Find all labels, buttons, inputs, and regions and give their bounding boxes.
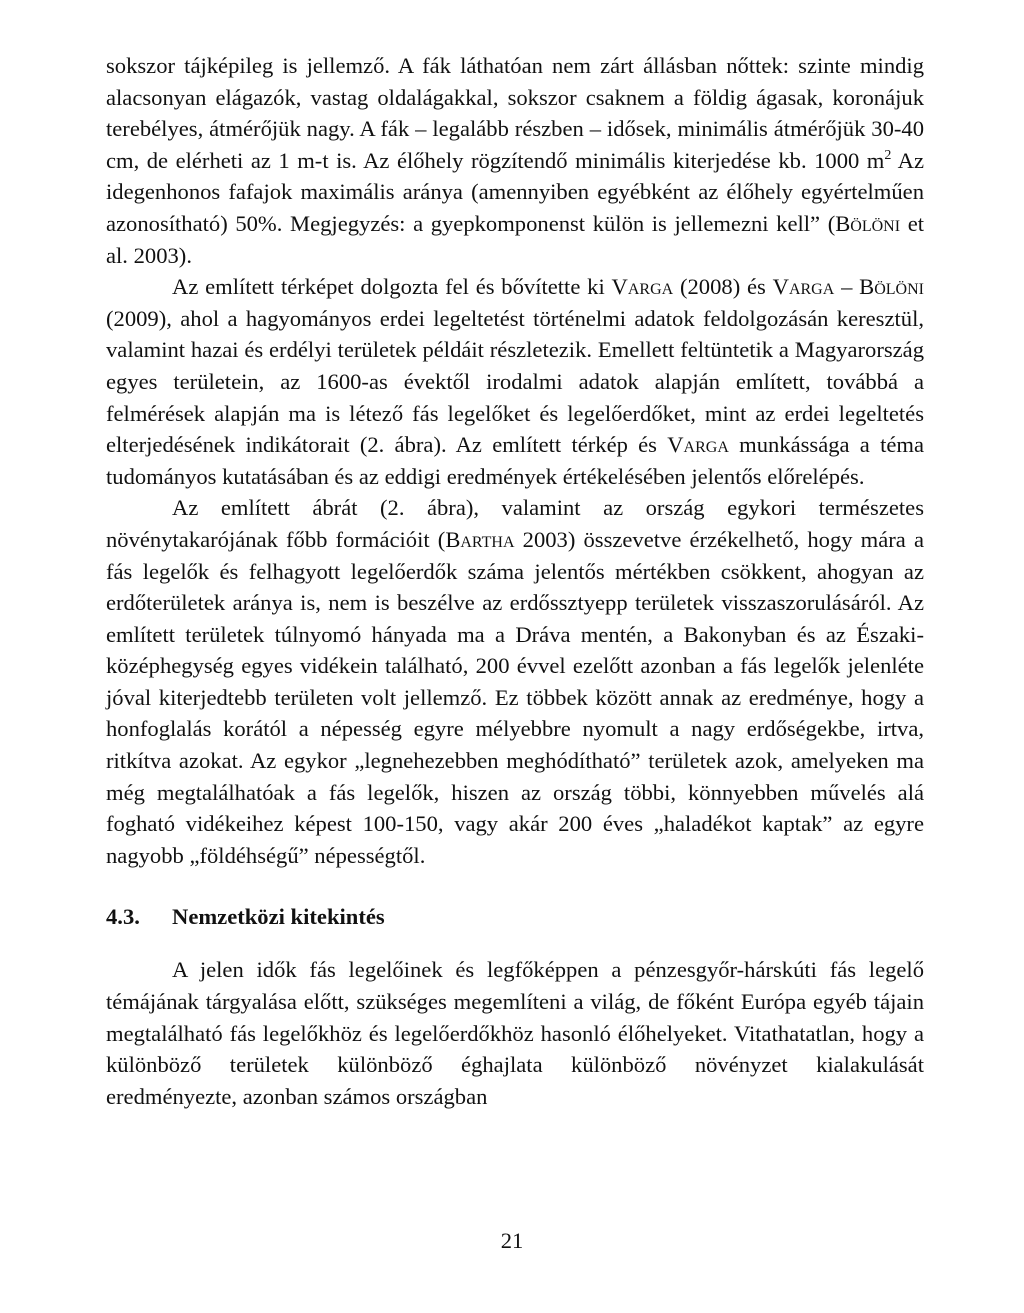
paragraph-3-part-1: Az említett ábrát (2. ábra), valamint az ország egykori természetes növénytakarójának főbb formációit ( xyxy=(106,495,924,552)
paragraph-3 xyxy=(106,492,924,871)
author-varga-boloni: Varga – Bölöni xyxy=(772,274,924,300)
paragraph-2 xyxy=(106,271,924,492)
section-number: 4.3. xyxy=(106,904,140,930)
paragraph-2-part-4: munkássága a téma tudományos kutatásában és az eddigi eredmények értékelésében jelentős előrelépés. xyxy=(106,432,924,489)
author-varga-2: Varga xyxy=(667,432,729,458)
author-varga-1: Varga xyxy=(611,274,674,300)
author-bartha: Bartha xyxy=(445,526,515,552)
paragraph-3-part-2: 2003) összevetve érzékelhető, hogy mára a fás legelők és felhagyott legelőerdők száma jelentős mértékben csökkent, ahogyan az erdőterületek aránya is, nem is beszélve az erdőssztyepp területek visszaszorulásáról. Az említett területek túlnyomó hányada ma a Dráva mentén, a Bakonyban és az Északi-középhegység egyes vidékein található, 200 évvel ezelőtt azonban a fás legelők jelenléte jóval kiterjedtebb területen volt jellemző. Ez többek között annak az eredménye, hogy a honfoglalás korától a népesség egyre mélyebbre nyomult a nagy erdőségekbe, irtva, ritkítva azokat. Az egykor „legnehezebben meghódítható” területek azok, amelyeken ma még megtalálhatóak a fás legelők, hiszen az ország többi, könnyebben művelés alá fogható vidékeihez képest 100-150, vagy akár 200 éves „haladékot kaptak” az egyre nagyobb „földéhségű” népességtől. xyxy=(106,526,924,868)
section-title: Nemzetközi kitekintés xyxy=(172,904,385,930)
paragraph-1 xyxy=(106,50,924,271)
paragraph-4 xyxy=(106,954,924,1112)
page-number: 21 xyxy=(500,1228,524,1253)
paragraph-1-text: sokszor tájképileg is jellemző. A fák láthatóan nem zárt állásban nőttek: szinte mindig alacsonyan elágazók, vastag oldalágakkal, sokszor csaknem a földig ágasak, koronájuk terebélyes, átmérőjük nagy. A fák – legalább részben – idősek, minimális átmérőjük 30-40 cm, de elérheti az 1 m-t is. Az élőhely rögzítendő minimális kiterjedése kb. 1000 m xyxy=(106,53,924,173)
paragraph-2-part-3: (2009), ahol a hagyományos erdei legeltetést történelmi adatok feldolgozásán keresztül, valamint hazai és erdélyi területek példáit részletezik. Emellett feltüntetik a Magyarország egyes területein, az 1600-as évektől irodalmi adatok alapján említett, továbbá a felmérések alapján ma is létező fás legelőket és legelőerdőket, mint az erdei legeltetés elterjedésének indikátorait (2. ábra). Az említett térkép és xyxy=(106,305,924,458)
section-heading xyxy=(106,901,924,933)
page-body xyxy=(106,50,924,1112)
citation-rest: et al. 2003). xyxy=(106,210,924,268)
paragraph-2-part-1: Az említett térképet dolgozta fel és bővítette ki xyxy=(172,274,612,300)
citation-author: Bölöni xyxy=(835,210,901,236)
paragraph-1-text-continued: Az idegenhonos fafajok maximális aránya (amennyiben egyébként az élőhely egyértelműen azonosítható) 50%. Megjegyzés: a gyepkomponenst külön is jellemezni kell” ( xyxy=(106,147,925,236)
superscript-2: 2 xyxy=(884,147,892,163)
paragraph-2-part-2: (2008) és xyxy=(673,274,773,300)
paragraph-4-text: A jelen idők fás legelőinek és legfőképpen a pénzesgyőr-hárskúti fás legelő témájának tárgyalása előtt, szükséges megemlíteni a világ, de főként Európa egyéb tájain megtalálható fás legelőkhöz és legelőerdőkhöz hasonló élőhelyeket. Vitathatatlan, hogy a különböző területek különböző éghajlata különböző növényzet kialakulását eredményezte, azonban számos országban xyxy=(106,957,924,1109)
